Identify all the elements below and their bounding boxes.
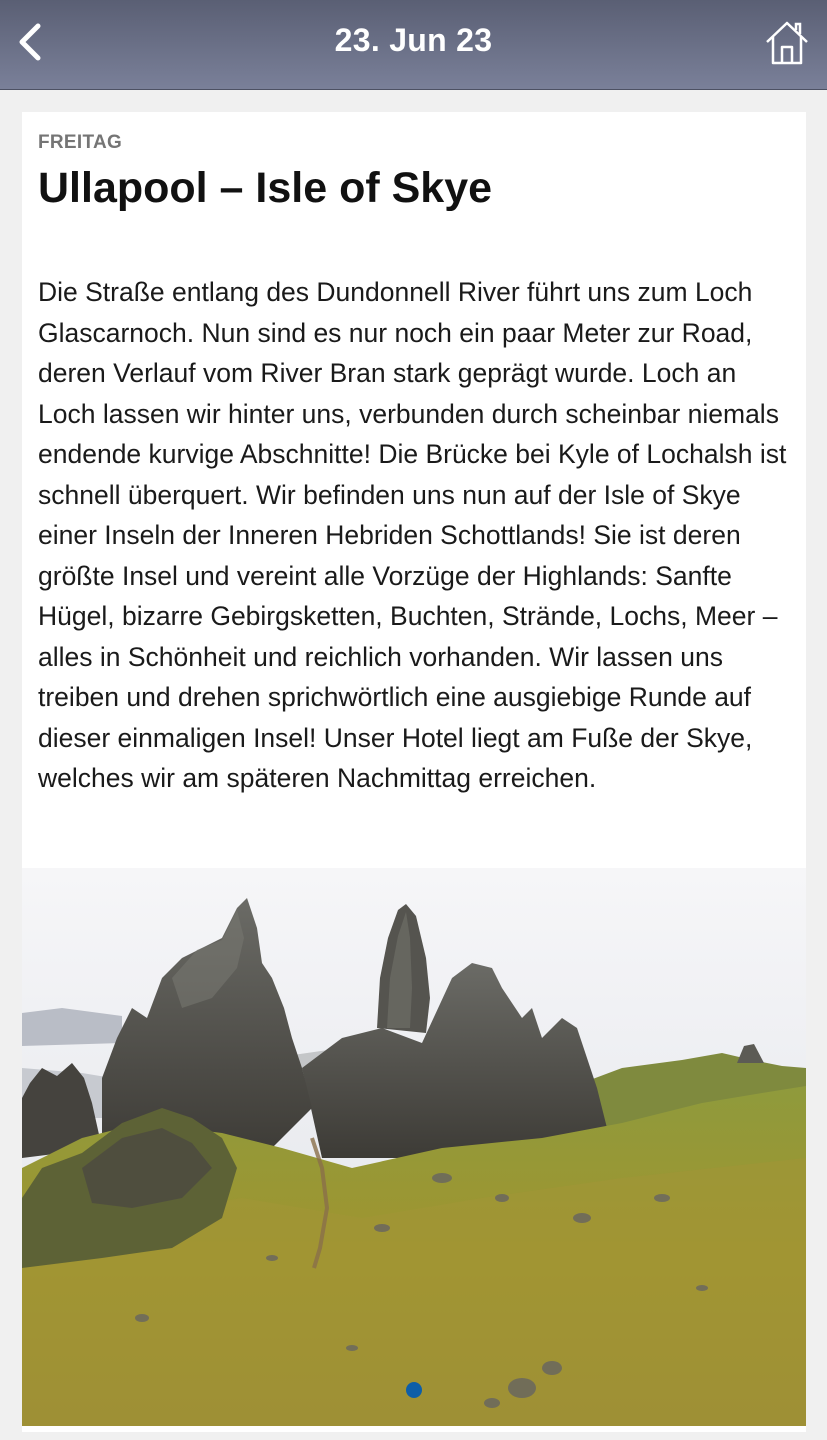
top-app-bar — [0, 0, 827, 90]
home-button[interactable] — [765, 20, 809, 66]
day-title: Ullapool – Isle of Skye — [38, 164, 493, 212]
carousel-indicator-dot[interactable] — [406, 1382, 422, 1398]
home-icon — [765, 20, 809, 66]
day-description: Die Straße entlang des Dundonnell River führt uns zum Loch Glascarnoch. Nun sind es nur noch ein paar Meter zur Road, deren Verlauf vom River Bran stark geprägt wurde. Loch an Loch lassen wir hinter uns, verbunden durch scheinbar niemals endende kurvige Abschnitte! Die Brücke bei Kyle of Lochalsh ist schnell überquert. Wir befinden uns nun auf der Isle of Skye einer Inseln der Inneren Hebriden Schottlands! Sie ist deren größte Insel und vereint alle Vorzüge der Highlands: Sanfte Hügel, bizarre Gebirgsketten, Buchten, Strände, Lochs, Meer – alles in Schönheit und reichlich vorhanden. Wir lassen uns treiben und drehen sprichwörtlich eine ausgiebige Runde auf dieser einmaligen Insel! Unser Hotel liegt am Fuße der Skye, welches wir am späteren Nachmittag erreichen. — [38, 277, 787, 793]
day-card — [22, 112, 806, 1432]
page-title: 23. Jun 23 — [334, 22, 493, 58]
photo-gallery[interactable] — [22, 868, 806, 1426]
landscape-photo — [22, 868, 806, 1426]
weekday-label: FREITAG — [38, 132, 123, 153]
